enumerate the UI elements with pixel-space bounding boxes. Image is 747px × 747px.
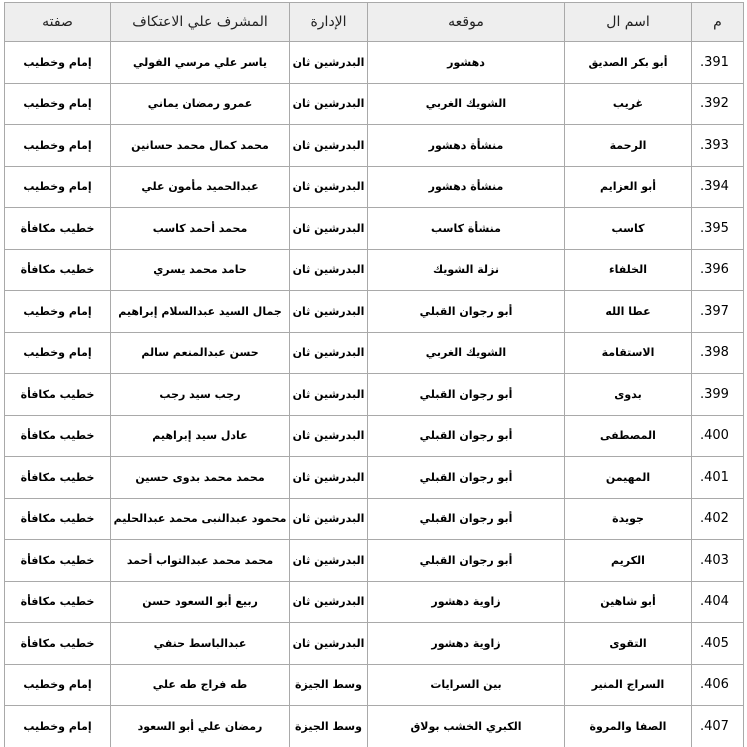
cell-name: الكريم xyxy=(565,540,692,582)
cell-admin: البدرشين ثان xyxy=(290,125,368,167)
cell-location: الكبري الخشب بولاق xyxy=(368,706,565,747)
table-row xyxy=(5,706,744,747)
cell-admin: البدرشين ثان xyxy=(290,249,368,291)
cell-supervisor: عادل سيد إبراهيم xyxy=(111,415,290,457)
cell-num: .404 xyxy=(692,581,744,623)
cell-name: كاسب xyxy=(565,208,692,250)
table-row xyxy=(5,249,744,291)
cell-role: إمام وخطيب xyxy=(5,83,111,125)
cell-num: .407 xyxy=(692,706,744,747)
cell-num: .399 xyxy=(692,374,744,416)
cell-supervisor: جمال السيد عبدالسلام إبراهيم xyxy=(111,291,290,333)
cell-admin: البدرشين ثان xyxy=(290,208,368,250)
cell-num: .400 xyxy=(692,415,744,457)
cell-supervisor: طه فراج طه علي xyxy=(111,664,290,706)
cell-name: المهيمن xyxy=(565,457,692,499)
cell-location: زاوية دهشور xyxy=(368,581,565,623)
cell-name: أبو بكر الصديق xyxy=(565,42,692,84)
header-num: م xyxy=(692,3,744,42)
cell-name: جويدة xyxy=(565,498,692,540)
cell-location: منشأة كاسب xyxy=(368,208,565,250)
cell-location: أبو رجوان القبلي xyxy=(368,291,565,333)
cell-admin: البدرشين ثان xyxy=(290,540,368,582)
table-row xyxy=(5,83,744,125)
cell-admin: وسط الجيزة xyxy=(290,706,368,747)
cell-role: إمام وخطيب xyxy=(5,291,111,333)
cell-supervisor: محمد محمد بدوى حسين xyxy=(111,457,290,499)
table-row xyxy=(5,581,744,623)
cell-supervisor: عبدالحميد مأمون علي xyxy=(111,166,290,208)
table-header-row xyxy=(5,3,744,42)
cell-admin: البدرشين ثان xyxy=(290,291,368,333)
table-row xyxy=(5,291,744,333)
cell-location: أبو رجوان القبلي xyxy=(368,498,565,540)
cell-supervisor: ربيع أبو السعود حسن xyxy=(111,581,290,623)
cell-role: إمام وخطيب xyxy=(5,125,111,167)
table-row xyxy=(5,374,744,416)
cell-admin: البدرشين ثان xyxy=(290,42,368,84)
table-row xyxy=(5,332,744,374)
table-row xyxy=(5,540,744,582)
cell-admin: البدرشين ثان xyxy=(290,498,368,540)
cell-location: زاوية دهشور xyxy=(368,623,565,665)
cell-name: الاستقامة xyxy=(565,332,692,374)
cell-role: خطيب مكافأة xyxy=(5,208,111,250)
cell-name: المصطفى xyxy=(565,415,692,457)
cell-admin: البدرشين ثان xyxy=(290,623,368,665)
cell-supervisor: محمد محمد عبدالتواب أحمد xyxy=(111,540,290,582)
cell-num: .401 xyxy=(692,457,744,499)
cell-location: أبو رجوان القبلي xyxy=(368,374,565,416)
cell-supervisor: ياسر علي مرسي الفولي xyxy=(111,42,290,84)
cell-name: الخلفاء xyxy=(565,249,692,291)
cell-location: بين السرايات xyxy=(368,664,565,706)
cell-role: خطيب مكافأة xyxy=(5,374,111,416)
cell-num: .405 xyxy=(692,623,744,665)
cell-role: خطيب مكافأة xyxy=(5,457,111,499)
cell-name: غريب xyxy=(565,83,692,125)
cell-num: .397 xyxy=(692,291,744,333)
cell-role: إمام وخطيب xyxy=(5,706,111,747)
cell-supervisor: عبدالباسط حنفي xyxy=(111,623,290,665)
table-row xyxy=(5,664,744,706)
header-supervisor: المشرف علي الاعتكاف xyxy=(111,3,290,42)
cell-name: الرحمة xyxy=(565,125,692,167)
cell-name: بدوى xyxy=(565,374,692,416)
cell-role: خطيب مكافأة xyxy=(5,581,111,623)
cell-num: .398 xyxy=(692,332,744,374)
cell-admin: البدرشين ثان xyxy=(290,83,368,125)
table-row xyxy=(5,415,744,457)
cell-supervisor: رجب سيد رجب xyxy=(111,374,290,416)
cell-supervisor: حسن عبدالمنعم سالم xyxy=(111,332,290,374)
cell-role: إمام وخطيب xyxy=(5,664,111,706)
cell-location: الشويك الغربي xyxy=(368,332,565,374)
table-row xyxy=(5,208,744,250)
cell-num: .391 xyxy=(692,42,744,84)
cell-name: السراج المنير xyxy=(565,664,692,706)
cell-location: أبو رجوان القبلي xyxy=(368,415,565,457)
cell-role: خطيب مكافأة xyxy=(5,540,111,582)
header-location: موقعه xyxy=(368,3,565,42)
table-row xyxy=(5,166,744,208)
cell-supervisor: عمرو رمضان يماني xyxy=(111,83,290,125)
cell-location: أبو رجوان القبلي xyxy=(368,457,565,499)
table-row xyxy=(5,42,744,84)
cell-role: إمام وخطيب xyxy=(5,166,111,208)
cell-location: منشأة دهشور xyxy=(368,166,565,208)
cell-location: دهشور xyxy=(368,42,565,84)
table-row xyxy=(5,457,744,499)
cell-location: الشويك الغربي xyxy=(368,83,565,125)
cell-num: .402 xyxy=(692,498,744,540)
cell-admin: وسط الجيزة xyxy=(290,664,368,706)
cell-location: نزلة الشويك xyxy=(368,249,565,291)
cell-supervisor: حامد محمد يسري xyxy=(111,249,290,291)
cell-role: خطيب مكافأة xyxy=(5,249,111,291)
cell-name: التقوى xyxy=(565,623,692,665)
cell-location: أبو رجوان القبلي xyxy=(368,540,565,582)
cell-num: .395 xyxy=(692,208,744,250)
cell-num: .403 xyxy=(692,540,744,582)
cell-supervisor: رمضان علي أبو السعود xyxy=(111,706,290,747)
cell-name: عطا الله xyxy=(565,291,692,333)
cell-role: خطيب مكافأة xyxy=(5,498,111,540)
mosques-table xyxy=(4,2,744,747)
header-name: اسم ال xyxy=(565,3,692,42)
cell-admin: البدرشين ثان xyxy=(290,415,368,457)
table-body xyxy=(5,42,744,747)
cell-admin: البدرشين ثان xyxy=(290,374,368,416)
cell-num: .392 xyxy=(692,83,744,125)
cell-num: .394 xyxy=(692,166,744,208)
cell-supervisor: محمود عبدالنبى محمد عبدالحليم xyxy=(111,498,290,540)
header-role: صفته xyxy=(5,3,111,42)
cell-num: .406 xyxy=(692,664,744,706)
table-row xyxy=(5,623,744,665)
cell-name: الصفا والمروة xyxy=(565,706,692,747)
cell-name: أبو شاهين xyxy=(565,581,692,623)
table-row xyxy=(5,498,744,540)
cell-role: إمام وخطيب xyxy=(5,332,111,374)
cell-name: أبو العزايم xyxy=(565,166,692,208)
cell-role: إمام وخطيب xyxy=(5,42,111,84)
cell-admin: البدرشين ثان xyxy=(290,166,368,208)
cell-admin: البدرشين ثان xyxy=(290,457,368,499)
cell-supervisor: محمد كمال محمد حسانين xyxy=(111,125,290,167)
cell-supervisor: محمد أحمد كاسب xyxy=(111,208,290,250)
header-admin: الإدارة xyxy=(290,3,368,42)
cell-admin: البدرشين ثان xyxy=(290,332,368,374)
cell-num: .393 xyxy=(692,125,744,167)
table-row xyxy=(5,125,744,167)
cell-role: خطيب مكافأة xyxy=(5,415,111,457)
cell-role: خطيب مكافأة xyxy=(5,623,111,665)
cell-location: منشأة دهشور xyxy=(368,125,565,167)
cell-admin: البدرشين ثان xyxy=(290,581,368,623)
cell-num: .396 xyxy=(692,249,744,291)
